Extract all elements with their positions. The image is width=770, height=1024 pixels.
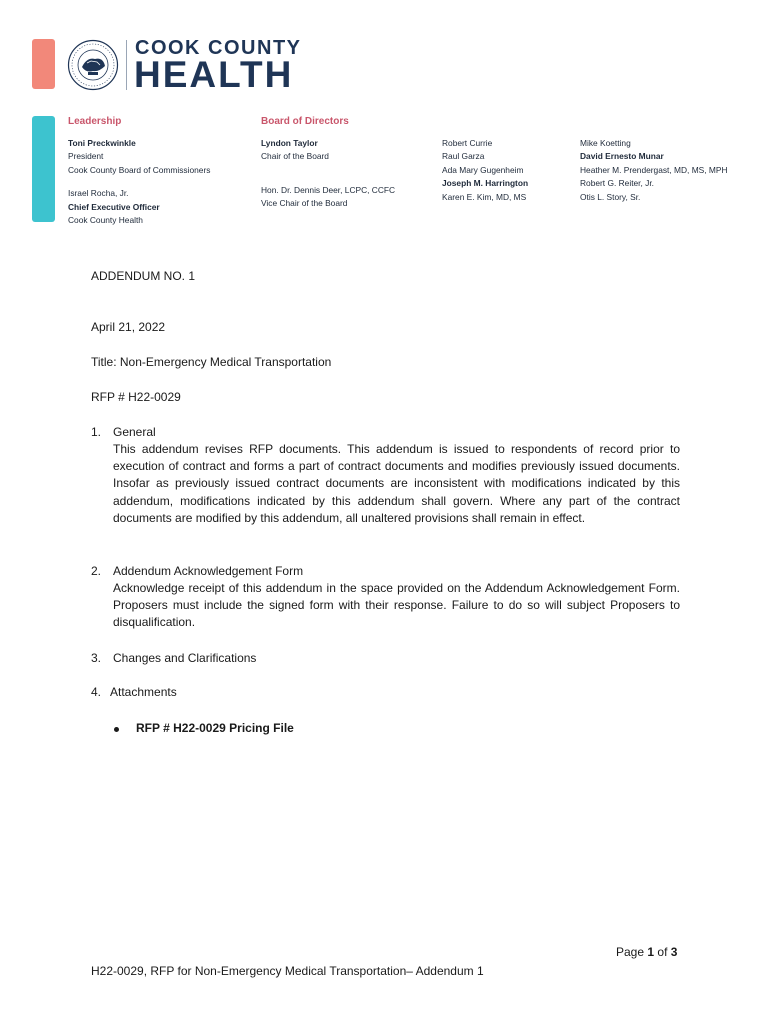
leadership-heading: Leadership <box>68 116 122 127</box>
section-number: 3. <box>91 651 102 665</box>
section-heading: Attachments <box>110 685 177 699</box>
board-member-name: Robert Currie <box>442 138 493 148</box>
board-member-name: Lyndon Taylor <box>261 138 318 148</box>
page-current: 1 <box>647 945 655 959</box>
board-member-name: Hon. Dr. Dennis Deer, LCPC, CCFC <box>261 184 396 195</box>
attachment-item: RFP # H22-0029 Pricing File <box>136 721 294 735</box>
board-member-name: Joseph M. Harrington <box>442 178 529 189</box>
page-number <box>616 945 677 959</box>
board-members-column-2 <box>580 137 728 204</box>
section-number: 2. <box>91 564 102 578</box>
rfp-number: RFP # H22-0029 <box>91 390 181 404</box>
leader-title: Cook County Health <box>68 215 143 226</box>
section-number: 1. <box>91 425 102 439</box>
leader-title: President <box>68 151 104 162</box>
section-heading: Changes and Clarifications <box>113 651 257 665</box>
board-member-name: David Ernesto Munar <box>580 151 664 162</box>
leader-title: Chief Executive Officer <box>68 201 160 212</box>
section-body: Acknowledge receipt of this addendum in the space provided on the Addendum Acknowledgement Form. Proposers must include the signed form with their response. Failure to do so will subject Proposers to disqualification. <box>113 581 680 630</box>
bullet-icon <box>114 727 119 732</box>
section-heading: General <box>113 425 156 439</box>
section-number: 4. <box>91 685 102 699</box>
section-heading: Addendum Acknowledgement Form <box>113 564 304 578</box>
brand-name-bottom: HEALTH <box>134 54 294 95</box>
logo-divider <box>126 40 127 90</box>
board-officers-column <box>261 137 395 211</box>
addendum-title: ADDENDUM NO. 1 <box>91 269 196 283</box>
board-member-name: Otis L. Story, Sr. <box>580 191 641 202</box>
brand-name-top: COOK COUNTY <box>135 37 302 59</box>
page-total: 3 <box>670 945 678 959</box>
document-date: April 21, 2022 <box>91 320 166 334</box>
leadership-column <box>68 137 210 227</box>
board-member-title: Chair of the Board <box>261 151 329 162</box>
board-member-name: Mike Koetting <box>580 138 631 148</box>
coral-accent-bar <box>32 39 55 89</box>
board-member-name: Raul Garza <box>442 151 485 162</box>
board-member-name: Ada Mary Gugenheim <box>442 164 524 175</box>
leader-name: Toni Preckwinkle <box>68 138 136 148</box>
board-heading: Board of Directors <box>261 116 349 127</box>
board-member-title: Vice Chair of the Board <box>261 198 348 209</box>
board-member-name: Heather M. Prendergast, MD, MS, MPH <box>580 164 728 175</box>
document-title: Title: Non-Emergency Medical Transportation <box>91 355 332 369</box>
footer-text: H22-0029, RFP for Non-Emergency Medical Transportation– Addendum 1 <box>91 964 484 978</box>
teal-accent-bar <box>32 116 55 222</box>
leader-name: Israel Rocha, Jr. <box>68 188 129 199</box>
board-members-column-1 <box>442 137 528 204</box>
board-member-name: Robert G. Reiter, Jr. <box>580 178 655 189</box>
leader-title: Cook County Board of Commissioners <box>68 164 211 175</box>
county-seal-icon <box>67 39 119 91</box>
page-of: of <box>657 945 668 959</box>
board-member-name: Karen E. Kim, MD, MS <box>442 191 527 202</box>
page-word: Page <box>616 945 645 959</box>
section-body: This addendum revises RFP documents. This addendum is issued to respondents of record prior to execution of contract and forms a part of contract documents and modifies previously issued documents. Insofar as previously issued contract documents are inconsistent with modifications indicated by this addendum, modifications indicated by this addendum shall govern. Where any part of the contract documents are modified by this addendum, all unaltered provisions shall remain in effect. <box>113 442 680 525</box>
